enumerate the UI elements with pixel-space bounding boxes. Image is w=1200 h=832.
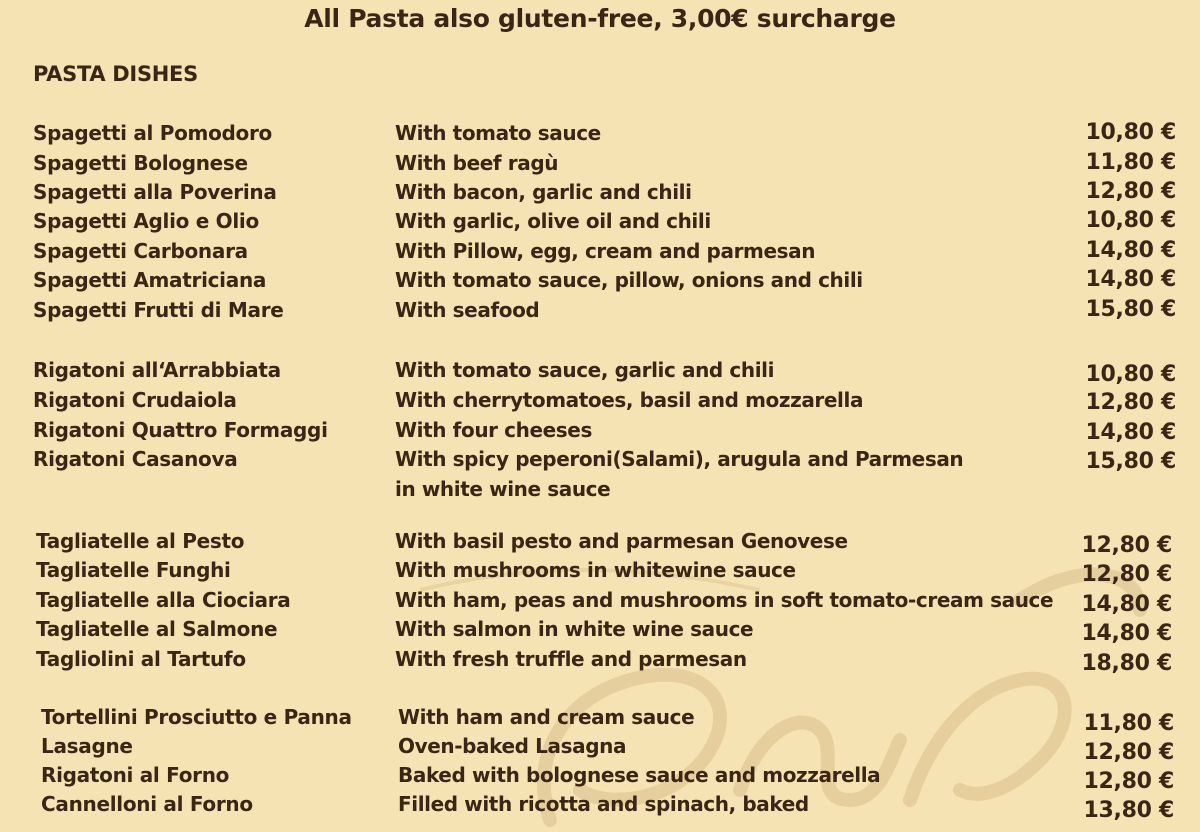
- menu-item: [0, 702, 1200, 736]
- dish-description: With seafood: [395, 298, 540, 322]
- dish-price: 10,80 €: [1085, 208, 1176, 233]
- menu-item: [0, 236, 1200, 266]
- dish-description: Oven-baked Lasagna: [398, 734, 627, 758]
- dish-price: 12,80 €: [1083, 740, 1174, 765]
- menu-item: [0, 206, 1200, 236]
- dish-price: 12,80 €: [1083, 769, 1174, 794]
- menu-item: [0, 526, 1200, 556]
- menu-item: [0, 444, 1200, 504]
- dish-price: 18,80 €: [1081, 651, 1172, 676]
- dish-description: With salmon in white wine sauce: [395, 617, 754, 641]
- dish-description-line2: in white wine sauce: [395, 477, 611, 501]
- dish-price: 11,80 €: [1083, 711, 1174, 736]
- dish-name: Tagliatelle Funghi: [36, 558, 231, 582]
- dish-description: With tomato sauce, pillow, onions and chili: [395, 268, 863, 292]
- dish-name: Rigatoni Casanova: [33, 447, 238, 471]
- dish-description: With garlic, olive oil and chili: [395, 209, 711, 233]
- dish-name: Tagliatelle al Salmone: [36, 617, 278, 641]
- dish-name: Spagetti Bolognese: [33, 151, 248, 175]
- dish-price: 13,80 €: [1083, 798, 1174, 823]
- dish-name: Spagetti Amatriciana: [33, 268, 267, 292]
- menu-item: [0, 731, 1200, 765]
- gluten-free-note: All Pasta also gluten-free, 3,00€ surcharge: [304, 4, 896, 33]
- dish-name: Tagliatelle alla Ciociara: [36, 588, 291, 612]
- menu-item: [0, 177, 1200, 207]
- menu-item: [0, 644, 1200, 674]
- dish-description: With mushrooms in whitewine sauce: [395, 558, 796, 582]
- dish-name: Spagetti Aglio e Olio: [33, 209, 259, 233]
- dish-price: 15,80 €: [1085, 297, 1176, 322]
- dish-name: Rigatoni Quattro Formaggi: [33, 418, 328, 442]
- dish-price: 14,80 €: [1085, 420, 1176, 445]
- dish-name: Cannelloni al Forno: [41, 792, 253, 816]
- menu-item: [0, 118, 1200, 148]
- dish-price: 10,80 €: [1085, 362, 1176, 387]
- dish-name: Rigatoni al Forno: [41, 763, 230, 787]
- dish-name: Spagetti al Pomodoro: [33, 121, 272, 145]
- dish-description-line1: With spicy peperoni(Salami), arugula and Parmesan: [395, 447, 964, 471]
- menu-item: [0, 760, 1200, 794]
- dish-description: [395, 444, 963, 504]
- dish-description: With fresh truffle and parmesan: [395, 647, 747, 671]
- dish-price: 15,80 €: [1085, 449, 1176, 474]
- dish-price: 12,80 €: [1081, 562, 1172, 587]
- menu-item: [0, 265, 1200, 295]
- dish-description: Filled with ricotta and spinach, baked: [398, 792, 809, 816]
- dish-description: Baked with bolognese sauce and mozzarella: [398, 763, 881, 787]
- dish-description: With four cheeses: [395, 418, 592, 442]
- dish-name: Rigatoni Crudaiola: [33, 388, 237, 412]
- dish-description: With cherrytomatoes, basil and mozzarella: [395, 388, 864, 412]
- menu-item: [0, 385, 1200, 415]
- dish-name: Spagetti alla Poverina: [33, 180, 277, 204]
- dish-name: Tortellini Prosciutto e Panna: [41, 705, 352, 729]
- menu-item: [0, 148, 1200, 178]
- dish-price: 14,80 €: [1081, 592, 1172, 617]
- dish-description: With ham, peas and mushrooms in soft tomato-cream sauce: [395, 588, 1054, 612]
- dish-name: Spagetti Carbonara: [33, 239, 248, 263]
- dish-price: 12,80 €: [1085, 390, 1176, 415]
- dish-description: With bacon, garlic and chili: [395, 180, 692, 204]
- dish-description: With basil pesto and parmesan Genovese: [395, 529, 848, 553]
- dish-name: Tagliolini al Tartufo: [36, 647, 246, 671]
- dish-description: With tomato sauce: [395, 121, 601, 145]
- dish-name: Spagetti Frutti di Mare: [33, 298, 284, 322]
- menu-item: [0, 614, 1200, 644]
- menu-item: [0, 585, 1200, 615]
- dish-price: 11,80 €: [1085, 150, 1176, 175]
- menu-item: [0, 295, 1200, 325]
- dish-price: 14,80 €: [1085, 267, 1176, 292]
- dish-price: 12,80 €: [1085, 179, 1176, 204]
- dish-description: With tomato sauce, garlic and chili: [395, 358, 775, 382]
- dish-name: Rigatoni all‘Arrabbiata: [33, 358, 281, 382]
- dish-description: With Pillow, egg, cream and parmesan: [395, 239, 816, 263]
- dish-description: With beef ragù: [395, 151, 559, 175]
- dish-description: With ham and cream sauce: [398, 705, 695, 729]
- menu-item: [0, 415, 1200, 445]
- dish-price: 12,80 €: [1081, 533, 1172, 558]
- menu-item: [0, 555, 1200, 585]
- dish-price: 14,80 €: [1081, 621, 1172, 646]
- dish-name: Tagliatelle al Pesto: [36, 529, 245, 553]
- menu-item: [0, 789, 1200, 823]
- dish-name: Lasagne: [41, 734, 133, 758]
- dish-price: 14,80 €: [1085, 238, 1176, 263]
- section-title: PASTA DISHES: [33, 62, 198, 86]
- dish-price: 10,80 €: [1085, 120, 1176, 145]
- menu-item: [0, 355, 1200, 385]
